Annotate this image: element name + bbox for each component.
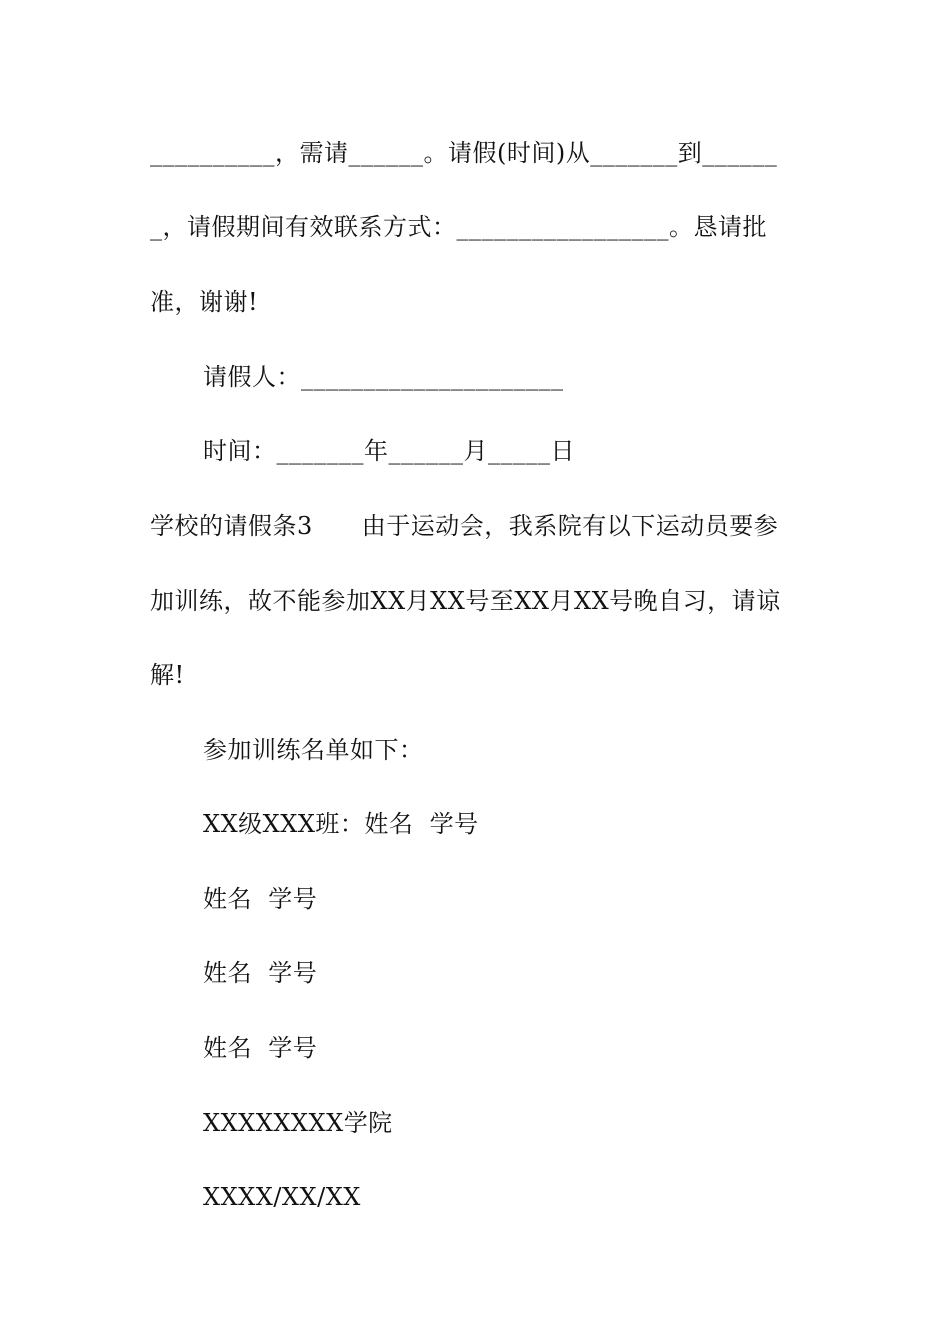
leave-request-body-line-1: __________，需请______。请假(时间)从_______到______ [150,139,778,167]
training-list-item: 姓名 学号 [203,1034,318,1062]
leave-request-body-line-3: 准，谢谢! [150,288,259,316]
leave-request-body-line-2: _，请假期间有效联系方式：_________________。恳请批 [150,213,767,241]
date-line: 时间：_______年______月_____日 [203,437,575,465]
training-list-item: 姓名 学号 [203,885,318,913]
college-signature: XXXXXXXX学院 [203,1109,393,1137]
leave-note-3-body-line-3: 解! [150,661,185,689]
signature-date: XXXX/XX/XX [203,1183,361,1211]
leave-note-3-body-line-2: 加训练，故不能参加XX月XX号至XX月XX号晚自习，请谅 [150,587,781,615]
training-list-item: XX级XXX班：姓名 学号 [203,810,479,838]
section-heading-leave-note-3: 学校的请假条3 由于运动会，我系院有以下运动员要参 [150,512,779,540]
training-list-heading: 参加训练名单如下： [203,736,424,764]
training-list-item: 姓名 学号 [203,959,318,987]
applicant-signature-line: 请假人：_____________________ [203,363,564,391]
